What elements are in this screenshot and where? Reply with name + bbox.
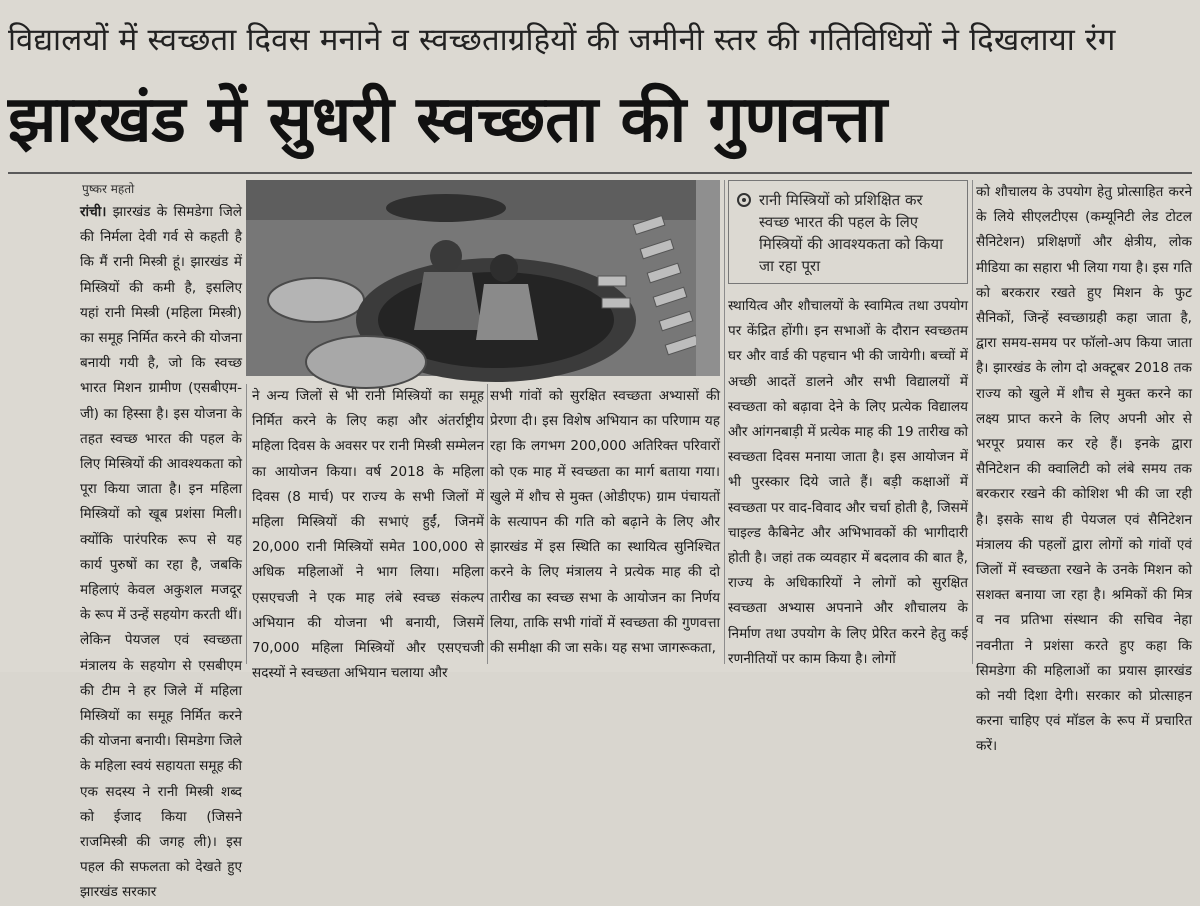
column-2-text: ने अन्य जिलों से भी रानी मिस्त्रियों का समूह निर्मित करने के लिए कहा और अंतर्राष्ट्रीय महिला दिवस के अवसर पर रानी मिस्त्री सम्मेलन का आयोजन किया। वर्ष 2018 के महिला दिवस (8 मार्च) पर राज्य के सभी जिलों में महिला मिस्त्रियों की सभाएं हुईं, जिनमें 20,000 रानी मिस्त्रियों समेत 100,000 से अधिक महिलाओं ने भाग लिया। महिला एसएचजी ने एक माह लंबे स्वच्छ संकल्प अभियान की योजना भी बनायी, जिसमें 70,000 महिला मिस्त्रियों और एसएचजी सदस्यों ने स्वच्छता अभियान चलाया और bbox=[252, 388, 485, 682]
column-5-text: को शौचालय के उपयोग हेतु प्रोत्साहित करने के लिये सीएलटीएस (कम्यूनिटी लेड टोटल सैनिटेशन) प्रशिक्षणों और क्षेत्रीय, लोक मीडिया का सहारा भी लिया गया है। इस गति को बरकरार रखते हुए मिशन के फुट सैनिकों, जिन्हें स्वच्छाग्रही कहा जाता है, द्वारा समय-समय पर फॉलो-अप किया जाता है। झारखंड के लोग दो अक्टूबर 2018 तक राज्य को खुले में शौच से मुक्त करने का लक्ष्य प्राप्त करने के लिए अपनी ओर से भरपूर प्रयास कर रहे हैं। इनके द्वारा सैनिटेशन की क्वालिटी को लंबे समय तक बरकरार रखने की कोशिश भी की जा रही है। इसके साथ ही पेयजल एवं सैनिटेशन मंत्रालय की पहलों द्वारा लोगों को गांवों एवं जिलों में स्वच्छता रखने के उनके मिशन को सशक्त बनाया जा रहा है। श्रमिकों की मित्र व नव प्रतिभा संस्थान की सचिव नेहा नवनीता ने प्रशंसा करते हुए कहा कि सिमडेगा की महिलाओं का प्रयास झारखंड को नयी दिशा देगी। सरकार को प्रोत्साहन करना चाहिए एवं मॉडल के रूप में प्रचारित करें। bbox=[976, 184, 1192, 755]
women-masons-photo bbox=[246, 180, 720, 376]
column-divider bbox=[487, 384, 488, 664]
article-kicker: विद्यालयों में स्वच्छता दिवस मनाने व स्वच्छताग्रहियों की जमीनी स्तर की गतिविधियों ने दिखलाया रंग bbox=[8, 22, 1116, 58]
article-headline: झारखंड में सुधरी स्वच्छता की गुणवत्ता bbox=[8, 83, 888, 157]
dateline: रांची। bbox=[80, 204, 107, 220]
column-1-text: झारखंड के सिमडेगा जिले की निर्मला देवी गर्व से कहती है कि मैं रानी मिस्त्री हूं। झारखंड में मिस्त्रियों की कमी है, इसलिए यहां रानी मिस्त्री (महिला मिस्त्री) का समूह निर्मित करने की योजना बनायी गयी है, जो कि स्वच्छ भारत मिशन ग्रामीण (एसबीएम-जी) का हिस्सा है। इस योजना के तहत स्वच्छ भारत की पहल के लिए मिस्त्रियों की आवश्यकता को पूरा किया जाता है। इन महिला मिस्त्रियों को खूब प्रशंसा मिली। क्योंकि पारंपरिक रूप से यह कार्य पुरुषों का रहा है, जबकि महिलाएं केवल अकुशल मजदूर के रूप में उन्हें सहयोग करती थीं। लेकिन पेयजल एवं स्वच्छता मंत्रालय के सहयोग से एसबीएम की टीम ने हर जिले में महिला मिस्त्रियों का समूह निर्मित करने की योजना बनायी। सिमडेगा जिले के महिला स्वयं सहायता समूह की एक सदस्य ने रानी मिस्त्री शब्द को ईजाद किया (जिसने राजमिस्त्री की जगह ली)। इस पहल की सफलता को देखते हुए झारखंड सरकार bbox=[80, 204, 242, 901]
column-divider bbox=[972, 180, 973, 664]
article-column-2 bbox=[252, 384, 485, 682]
article-column-5 bbox=[976, 180, 1192, 755]
column-divider bbox=[724, 180, 725, 664]
article-column-1 bbox=[80, 200, 242, 901]
pull-quote-text: रानी मिस्त्रियों को प्रशिक्षित कर स्वच्छ भारत की पहल के लिए मिस्त्रियों की आवश्यकता को किया जा रहा पूरा bbox=[759, 191, 944, 275]
pull-quote-box bbox=[728, 180, 968, 284]
headline-rule bbox=[8, 172, 1192, 174]
article-column-3 bbox=[490, 384, 720, 664]
byline: पुष्कर महतो bbox=[82, 182, 135, 196]
column-3-text: सभी गांवों को सुरक्षित स्वच्छता अभ्यासों की प्रेरणा दी। इस विशेष अभियान का परिणाम यह रहा कि लगभग 200,000 अतिरिक्त परिवारों को एक माह में स्वच्छता का मार्ग बताया गया। खुले में शौच से मुक्त (ओडीएफ) ग्राम पंचायतों के सत्यापन की गति को बढ़ाने के लिए और झारखंड में इस स्थिति का स्थायित्व सुनिश्चित करने के लिए मंत्रालय ने प्रत्येक माह की दो तारीख का स्वच्छ सभा के आयोजन का निर्णय लिया, ताकि सभी गांवों में स्वच्छता की गुणवत्ता की समीक्षा की जा सके। यह सभा जागरूकता, bbox=[490, 388, 720, 657]
article-photo bbox=[246, 180, 720, 376]
column-divider bbox=[246, 384, 247, 664]
article-column-4 bbox=[728, 294, 968, 667]
column-4-text: स्थायित्व और शौचालयों के स्वामित्व तथा उपयोग पर केंद्रित होंगी। इन सभाओं के दौरान स्वच्छतम घर और वार्ड की पहचान भी की जायेगी। बच्चों में अच्छी आदतें डालने और सभी विद्यालयों में स्वच्छता को बढ़ावा देने के लिए प्रत्येक विद्यालय और आंगनबाड़ी में प्रत्येक माह की 19 तारीख को स्वच्छता दिवस मनाया जाता है। इस आयोजन में भी पुरस्कार दिये जाते हैं। बड़ी कक्षाओं में स्वच्छता पर वाद-विवाद और चर्चा होती है, जिसमें चाइल्ड कैबिनेट और अभिभावकों की भागीदारी होती है। जहां तक व्यवहार में बदलाव की बात है, राज्य के अधिकारियों ने लोगों को सुरक्षित स्वच्छता अभ्यास अपनाने और शौचालय के निर्माण तथा उपयोग के लिए प्रेरित करने हेतु कई रणनीतियों पर काम किया है। लोगों bbox=[728, 298, 968, 667]
circle-bullet-icon bbox=[737, 193, 751, 207]
